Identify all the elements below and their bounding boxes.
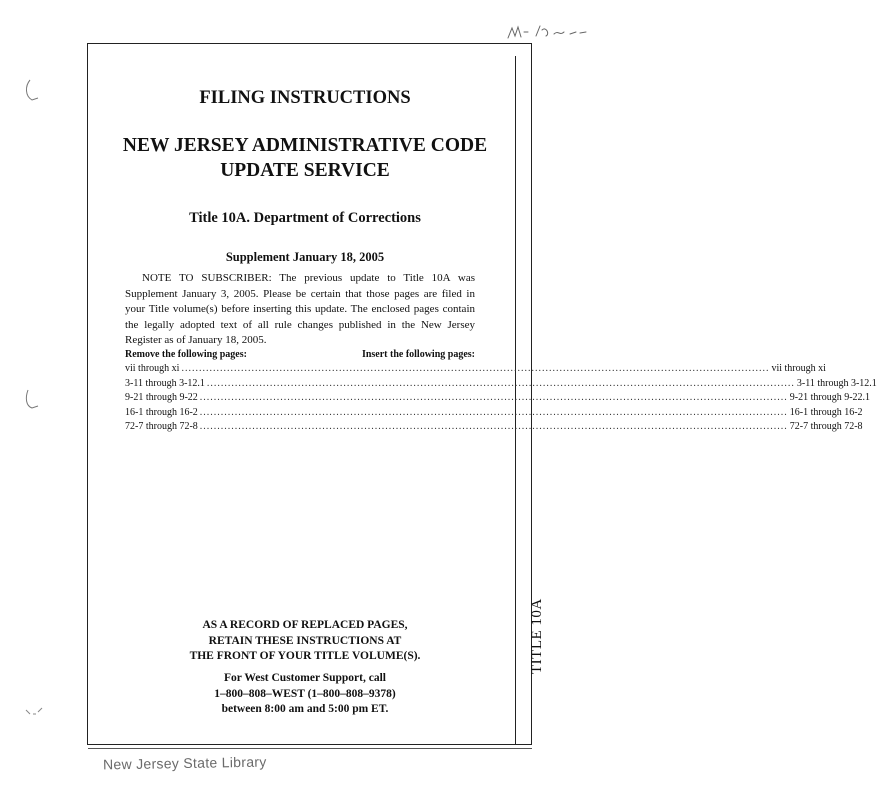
record-line: THE FRONT OF YOUR TITLE VOLUME(S). bbox=[189, 650, 421, 662]
customer-support-info bbox=[100, 671, 510, 718]
support-line: For West Customer Support, call bbox=[224, 672, 386, 684]
service-heading-line2: UPDATE SERVICE bbox=[220, 160, 390, 181]
remove-column-header: Remove the following pages: bbox=[125, 349, 247, 360]
leader-dots: ........................................................................................................................................................................ bbox=[206, 377, 795, 389]
leader-dots: ........................................................................................................................................................................ bbox=[199, 421, 788, 433]
title-department-heading: Title 10A. Department of Corrections bbox=[189, 210, 421, 226]
service-heading-line1: NEW JERSEY ADMINISTRATIVE CODE bbox=[122, 135, 488, 156]
table-row bbox=[125, 377, 877, 392]
table-row bbox=[125, 406, 863, 421]
punch-hole-mark bbox=[22, 78, 42, 104]
record-line: RETAIN THESE INSTRUCTIONS AT bbox=[208, 634, 402, 647]
punch-hole-mark bbox=[24, 700, 44, 726]
table-row bbox=[125, 391, 871, 406]
insert-column-header: Insert the following pages: bbox=[361, 349, 475, 360]
remove-pages: 3-11 through 3-12.1 bbox=[125, 377, 205, 389]
remove-pages: 16-1 through 16-2 bbox=[125, 406, 198, 418]
insert-pages: 16-1 through 16-2 bbox=[789, 406, 863, 418]
record-line: AS A RECORD OF REPLACED PAGES, bbox=[202, 619, 408, 631]
remove-pages: 9-21 through 9-22 bbox=[125, 392, 198, 404]
leader-dots: ........................................................................................................................................................................ bbox=[181, 363, 770, 374]
record-instructions bbox=[100, 618, 510, 665]
subscriber-note: NOTE TO SUBSCRIBER: The previous update to Title 10A was Supplement January 3, 2005. Please be certain that those pages are filed in your Title volume(s) before inserting this update. The enclosed pages contain the legally adopted text of all rule changes published in the New Jersey Register as of January 18, 2005. bbox=[125, 272, 475, 346]
table-header-row bbox=[125, 348, 475, 362]
insert-pages: 72-7 through 72-8 bbox=[789, 421, 863, 433]
leader-dots: ........................................................................................................................................................................ bbox=[199, 406, 788, 418]
title-tab-label: TITLE 10A bbox=[529, 598, 545, 674]
library-stamp: New Jersey State Library bbox=[102, 753, 267, 773]
insert-pages: 9-21 through 9-22.1 bbox=[789, 392, 871, 404]
table-row bbox=[125, 362, 826, 377]
support-phone: 1–800–808–WEST (1–800–808–9378) bbox=[214, 687, 396, 700]
page-title: FILING INSTRUCTIONS bbox=[199, 88, 411, 108]
supplement-date: Supplement January 18, 2005 bbox=[225, 250, 385, 264]
insert-pages: 3-11 through 3-12.1 bbox=[796, 377, 877, 389]
support-hours: between 8:00 am and 5:00 pm ET. bbox=[221, 703, 389, 715]
insert-pages: vii through xi bbox=[771, 363, 826, 374]
service-heading bbox=[100, 133, 510, 183]
punch-hole-mark bbox=[22, 388, 42, 414]
table-row bbox=[125, 420, 863, 435]
page-replacement-table bbox=[125, 348, 877, 435]
leader-dots: ........................................................................................................................................................................ bbox=[199, 392, 788, 404]
remove-pages: 72-7 through 72-8 bbox=[125, 421, 198, 433]
frame-bottom-rule bbox=[88, 748, 532, 749]
handwritten-signature bbox=[506, 20, 592, 44]
remove-pages: vii through xi bbox=[125, 363, 180, 374]
